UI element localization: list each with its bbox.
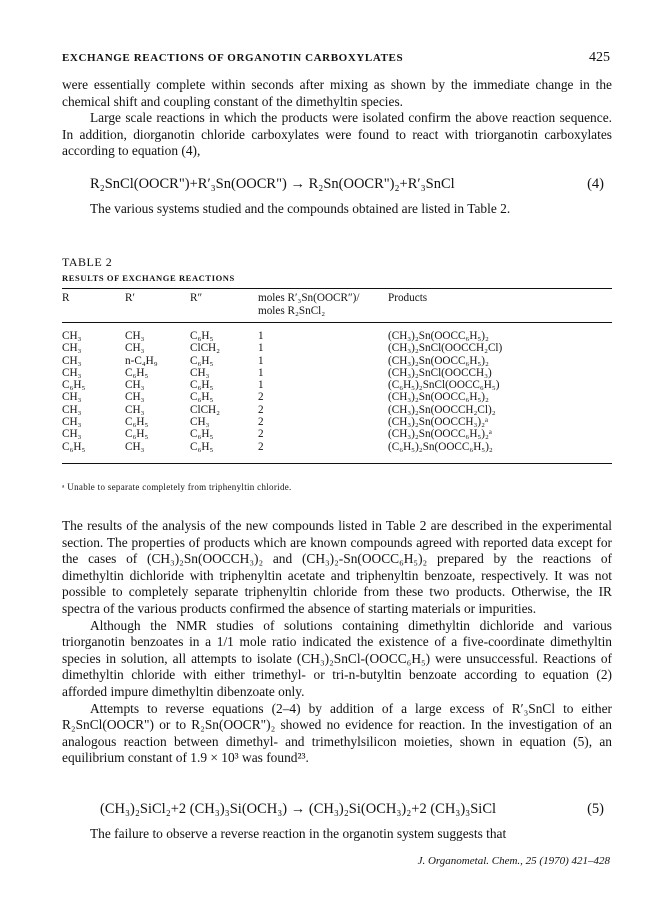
table-cell: CH₃	[190, 366, 210, 379]
table-cell: CH₃	[62, 428, 82, 441]
table-cell: ClCH₂	[190, 342, 221, 355]
table-cell: CH₃	[125, 342, 145, 355]
table-cell: (CH₃)₂Sn(OOCC₆H₅)₂	[388, 330, 489, 342]
header-moles-line1: moles R′₃Sn(OOCR″)/	[258, 292, 360, 304]
table-cell: 2	[258, 440, 264, 453]
table-cell: 2	[258, 428, 264, 441]
table-cell: CH₃	[62, 330, 82, 342]
header-moles-line2: moles R₂SnCl₂	[258, 305, 326, 317]
table-cell: 1	[258, 379, 264, 392]
table-cell: 2	[258, 416, 264, 429]
table-bottom-rule	[62, 463, 612, 464]
table-cell: 2	[258, 391, 264, 404]
table-top-rule	[62, 288, 612, 289]
table-cell: (CH₃)₂Sn(OOCC₆H₅)₂ᵃ	[388, 428, 492, 441]
table-cell: C₆H₅	[190, 379, 214, 392]
table-cell: CH₃	[62, 403, 82, 416]
table-cell: ClCH₂	[190, 403, 221, 416]
equation-4	[90, 176, 612, 193]
table-cell: (CH₃)₂Sn(OOCC₆H₅)₂	[388, 354, 489, 367]
table-cell: (C₆H₅)₂Sn(OOCC₆H₅)₂	[388, 440, 493, 453]
column-r-prime	[125, 330, 158, 453]
table-caption: RESULTS OF EXCHANGE REACTIONS	[62, 273, 235, 283]
equation-body: (CH₃)₂SiCl₂+2 (CH₃)₃Si(OCH₃) → (CH₃)₂Si(OCH₃)₂+2 (CH₃)₃SiCl	[100, 801, 497, 817]
table-cell: 2	[258, 403, 264, 416]
running-title: EXCHANGE REACTIONS OF ORGANOTIN CARBOXYLATES	[62, 52, 404, 64]
header-r-double-prime: R″	[190, 292, 203, 304]
table-cell: CH₃	[125, 391, 145, 404]
table-cell: (CH₃)₂SnCl(OOCCH₃)	[388, 366, 492, 379]
paragraph: The various systems studied and the compounds obtained are listed in Table 2.	[90, 201, 511, 216]
column-moles	[258, 330, 264, 453]
table-cell: CH₃	[125, 330, 145, 342]
header-r-prime: R′	[125, 292, 135, 304]
header-moles	[258, 292, 359, 318]
table-cell: (C₆H₅)₂SnCl(OOCC₆H₅)	[388, 379, 500, 392]
paragraph: Attempts to reverse equations (2–4) by addition of a large excess of R′₃SnCl to either R₂SnCl(OOCR") or to R₂Sn(OOCR")₂ showed no evidence for reaction. In the investigation of an analogous reaction between dimethyl- and trimethylsilicon moieties, shown in equation (5), an equilibrium constant of 1.9 × 10³ was found²³.	[62, 700, 612, 766]
table-cell: CH₃	[62, 366, 82, 379]
equation-body: R₂SnCl(OOCR")+R′₃Sn(OOCR") → R₂Sn(OOCR")₂+R′₃SnCl	[90, 176, 455, 192]
table-cell: (CH₃)₂Sn(OOCC₆H₅)₂	[388, 391, 489, 404]
table-cell: C₆H₅	[190, 354, 214, 367]
table-cell: (CH₃)₂Sn(OOCCH₃)₂ᵃ	[388, 416, 489, 429]
table-cell: C₆H₅	[125, 366, 149, 379]
table-cell: C₆H₅	[62, 379, 86, 392]
table-cell: CH₃	[125, 379, 145, 392]
table-cell: n-C₄H₉	[125, 354, 158, 367]
table-cell: C₆H₅	[62, 440, 86, 453]
table-cell: CH₃	[190, 416, 210, 429]
table-cell: 1	[258, 330, 264, 342]
paragraph: The failure to observe a reverse reaction in the organotin system suggests that	[90, 826, 507, 841]
column-products	[388, 330, 502, 453]
table-cell: C₆H₅	[125, 416, 149, 429]
header-products: Products	[388, 292, 428, 304]
paragraph: Large scale reactions in which the products were isolated confirm the above reaction sequence. In addition, diorganotin chloride carboxylates were found to react with triorganotin carboxylates according to equation (4),	[62, 110, 612, 159]
table-cell: C₆H₅	[190, 440, 214, 453]
body-text	[62, 518, 612, 767]
table-cell: C₆H₅	[190, 391, 214, 404]
table-cell: (CH₃)₂SnCl(OOCCH₂Cl)	[388, 342, 503, 355]
table-cell: C₆H₅	[190, 428, 214, 441]
paragraph: Although the NMR studies of solutions containing dimethyltin dichloride and various triorganotin benzoates in a 1/1 mole ratio indicated the existence of a five-coordinate dimethyltin species in solution, all attempts to isolate (CH₃)₂SnCl-(OOCC₆H₅) were unsuccessful. Reactions of dimethyltin chloride with either trimethyl- or tri-n-butyltin benzoate according to equation (2) afforded impure dimethyltin dibenzoate only.	[62, 617, 612, 699]
table-reference-text	[62, 201, 612, 218]
table-footnote: ᵃ Unable to separate completely from triphenyltin chloride.	[62, 482, 292, 492]
table-cell: 1	[258, 366, 264, 379]
table-header-rule	[62, 322, 612, 323]
table-cell: C₆H₅	[190, 330, 214, 342]
equation-number: (4)	[587, 176, 604, 192]
table-cell: C₆H₅	[125, 428, 149, 441]
closing-text	[62, 826, 612, 843]
equation-number: (5)	[587, 801, 604, 817]
column-r	[62, 330, 85, 453]
column-r-double-prime	[190, 330, 220, 453]
table-cell: 1	[258, 354, 264, 367]
table-cell: CH₃	[62, 391, 82, 404]
table-cell: (CH₃)₂Sn(OOCCH₂Cl)₂	[388, 403, 496, 416]
intro-text	[62, 77, 612, 160]
equation-5	[100, 801, 612, 818]
journal-citation: J. Organometal. Chem., 25 (1970) 421–428	[417, 855, 610, 867]
page-header	[62, 50, 610, 66]
table-cell: 1	[258, 342, 264, 355]
table-cell: CH₃	[62, 354, 82, 367]
table-cell: CH₃	[62, 416, 82, 429]
page-number: 425	[589, 50, 610, 65]
table-title: TABLE 2	[62, 255, 113, 269]
table-cell: CH₃	[62, 342, 82, 355]
header-r: R	[62, 292, 70, 304]
table-cell: CH₃	[125, 403, 145, 416]
paragraph: The results of the analysis of the new compounds listed in Table 2 are described in the experimental section. The properties of products which are known compounds agreed with reported data except for the cases of (CH₃)₂Sn(OOCCH₃)₂ and (CH₃)₂-Sn(OOCC₆H₅)₂ prepared by the reactions of dimethyltin dichloride with triphenyltin acetate and triphenyltin benzoate, respectively. It was not possible to completely separate triphenyltin chloride from these two products. Otherwise, the IR spectra of the various products confirmed the absence of starting materials or impurities.	[62, 518, 612, 616]
paragraph: were essentially complete within seconds after mixing as shown by the immediate change in the chemical shift and coupling constant of the dimethyltin species.	[62, 77, 612, 109]
table-cell: CH₃	[125, 440, 145, 453]
